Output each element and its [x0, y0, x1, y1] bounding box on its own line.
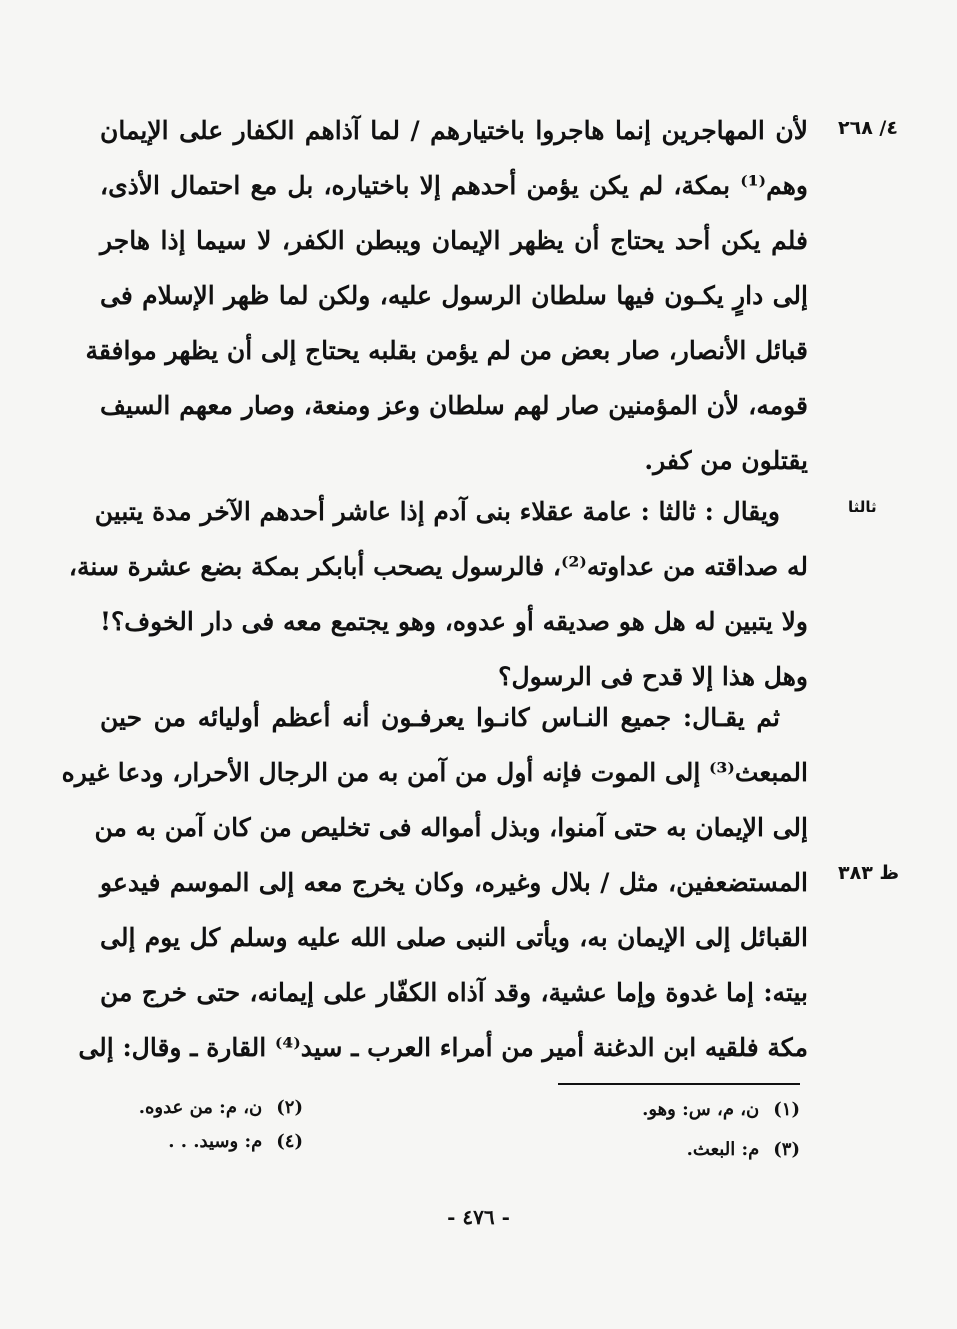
footnote-text: ن، م، س: وهو.: [642, 1099, 760, 1120]
text-line: يقتلون من كفر.: [644, 446, 808, 475]
paragraph-lead: ويقال : ثالثا :: [640, 497, 780, 526]
text-line: فلم يكن أحد يحتاج أن يظهر الإيمان ويبطن الكفر، لا سيما إذا هاجر: [100, 226, 808, 255]
text-line: لأن المهاجرين إنما هاجروا باختيارهم / لما آذاهم الكفار على الإيمان: [100, 116, 808, 145]
text-line: [94, 484, 808, 539]
footnote-3: [687, 1137, 800, 1163]
text-line: المبعث⁽³⁾ إلى الموت فإنه أول من آمن به من الرجال الأحرار، ودعا غيره: [61, 758, 808, 787]
text-line: ولا يتبين له هل هو صديقه أو عدوه، وهو يجتمع معه فى دار الخوف؟!: [100, 607, 808, 636]
footnote-number: (١): [773, 1099, 800, 1120]
paragraph-1: [85, 103, 808, 488]
text-line: قبائل الأنصار، صار بعض من لم يؤمن بقلبه يحتاج إلى أن يظهر موافقة: [85, 336, 808, 365]
margin-section-label: ثالثا: [848, 498, 877, 516]
margin-page-reference: ٤/ ٢٦٨: [838, 117, 898, 139]
footnote-text: م: البعث.: [686, 1139, 760, 1160]
footnote-number: (٣): [773, 1139, 800, 1160]
text-line: إلى دارٍ يكـون فيها سلطان الرسول عليه، ولكن لما ظهر الإسلام فى: [100, 281, 808, 310]
text-line: بيته: إما غدوة وإما عشية، وقد آذاه الكفّار على إيمانه، حتى خرج من: [100, 978, 808, 1007]
footnote-text: م: وسيد. . .: [168, 1131, 263, 1152]
text-line: القبائل إلى الإيمان به، ويأتى النبى صلى الله عليه وسلم كل يوم إلى: [100, 923, 808, 952]
footnote-text: ن، م: من عدوه.: [138, 1097, 263, 1118]
text-line: وهم⁽¹⁾ بمكة، لم يكن يؤمن أحدهم إلا باختياره، بل مع احتمال الأذى،: [100, 171, 808, 200]
text-line: له صداقته من عداوته⁽²⁾، فالرسول يصحب أبابكر بمكة بضع عشرة سنة،: [68, 552, 808, 581]
text-line: المستضعفين، مثل / بلال وغيره، وكان يخرج معه إلى الموسم فيدعو: [100, 868, 808, 897]
footnote-number: (٤): [276, 1131, 303, 1152]
footnote-number: (٢): [276, 1097, 303, 1118]
footnote-2: [139, 1095, 303, 1121]
text-line: ثم يقـال: جميع النـاس كانـوا يعرفـون أنه أعظم أوليائه من حين: [100, 703, 780, 732]
text-line: وهل هذا إلا قدح فى الرسول؟: [498, 662, 808, 691]
text-span: عامة عقلاء بنى آدم إذا عاشر أحدهم الآخر مدة يتبين: [94, 497, 632, 526]
margin-manuscript-reference: ظ ٣٨٣: [838, 862, 900, 884]
text-line: مكة فلقيه ابن الدغنة أمير من أمراء العرب ـ سيد⁽⁴⁾ القارة ـ وقال: إلى: [78, 1033, 808, 1062]
text-line: قومه، لأن المؤمنين صار لهم سلطان وعز ومنعة، وصار معهم السيف: [100, 391, 808, 420]
page-number: - ٤٧٦ -: [447, 1205, 510, 1229]
footnote-4: [168, 1129, 303, 1155]
paragraph-3: [61, 690, 808, 1075]
footnote-separator: [558, 1083, 800, 1085]
paragraph-2: [68, 484, 808, 704]
text-line: إلى الإيمان به حتى آمنوا، وبذل أمواله فى تخليص من كان آمن به من: [94, 813, 808, 842]
footnote-1: [642, 1097, 800, 1123]
